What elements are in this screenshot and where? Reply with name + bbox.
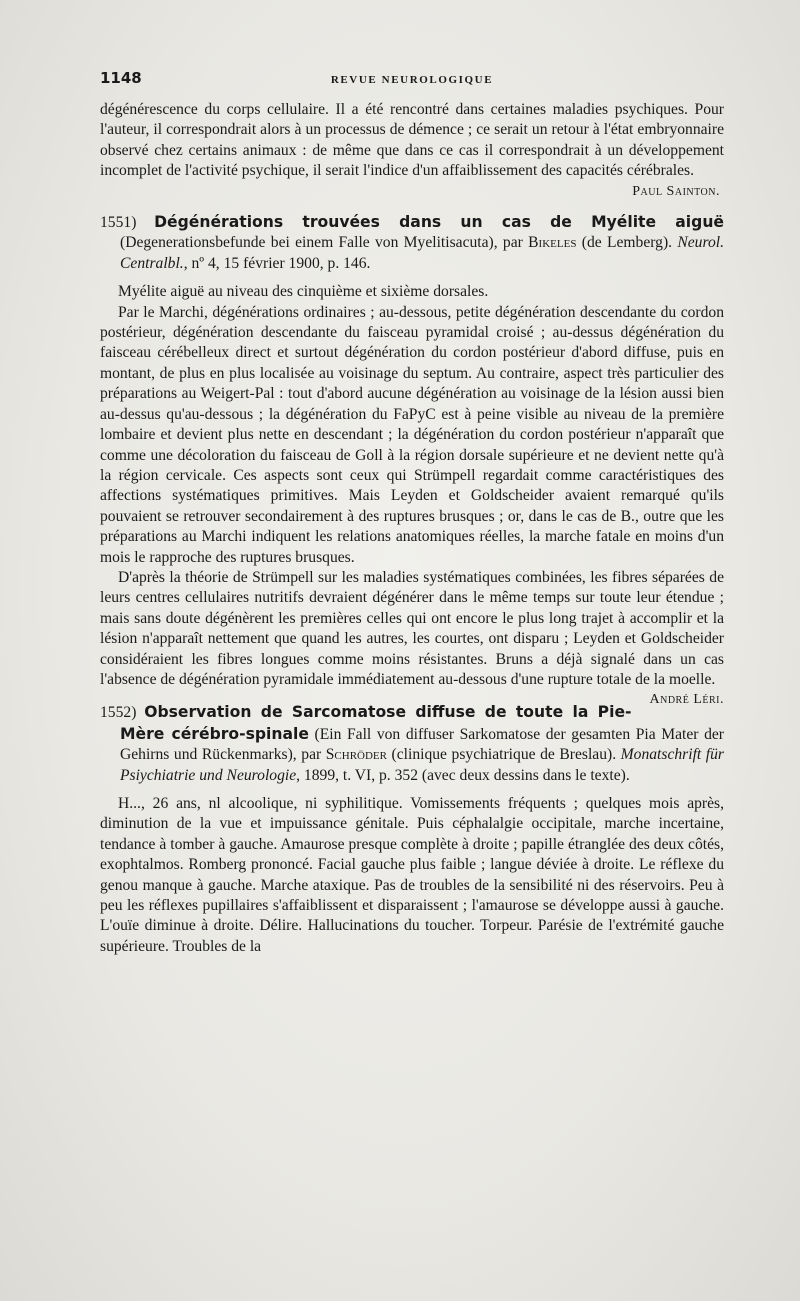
abstract-1552-author: Schröder <box>325 746 387 764</box>
intro-paragraph: dégénérescence du corps cellulaire. Il a été rencontré dans certaines maladies psychiques. Pour l'auteur, il correspondrait alors à un processus de démence ; ce serait un retour à l'état embryonnaire observé chez certains animaux : de même que dans ce cas il correspondrait à un développement incomplet de l'activité psychique, il serait l'indice d'un affaiblissement des capacités cérébrales. <box>100 101 724 180</box>
page-number: 1148 <box>100 69 142 87</box>
abstract-1552-location: (clinique psychiatrique de Breslau). <box>391 746 617 764</box>
page-header <box>100 68 724 92</box>
abstract-1552-number: 1552) <box>100 704 137 722</box>
abstract-1551 <box>100 212 724 708</box>
abstract-1551-title: Dégénérations trouvées dans un cas de Myélite aiguë <box>154 213 724 232</box>
abstract-1552-heading <box>100 702 724 786</box>
abstract-1551-paragraph-1: Myélite aiguë au niveau des cinquième et sixième dorsales. <box>118 283 489 301</box>
abstract-1552-paragraph: H..., 26 ans, nl alcoolique, ni syphilitique. Vomissements fréquents ; quelques mois après, diminution de la vue et impuissance génitale. Puis céphalalgie occipitale, marche incertaine, tendance à tomber à gauche. Amaurose presque complète à droite ; papille étranglée des deux côtés, exophtalmos. Romberg prononcé. Facial gauche plus faible ; langue déviée à droite. Le réflexe du genou manque à gauche. Marche ataxique. Pas de troubles de la sensibilité ni des réservoirs. Peu à peu les réflexes pupillaires s'affaiblissent et disparaissent ; l'amaurose se développe aussi à gauche. L'ouïe diminue à droite. Délire. Hallucinations du toucher. Torpeur. Parésie de l'extrémité gauche supérieure. Troubles de la <box>100 795 724 955</box>
abstract-1551-subtitle: (Degenerationsbefunde bei einem Falle von Myelitisacuta), par <box>120 234 523 252</box>
running-title: REVUE NEUROLOGIQUE <box>330 74 494 86</box>
abstract-1552-title: Observation de Sarcomatose diffuse de toute la Pie-Mère cérébro-spinale <box>120 703 632 743</box>
abstract-1551-author: Bikeles <box>528 234 577 252</box>
abstract-1552 <box>100 702 724 957</box>
abstract-1551-location: (de Lemberg). <box>581 234 673 252</box>
abstract-1551-journal: Neurol. Centralbl. <box>120 234 724 272</box>
abstract-1552-citation: , 1899, t. VI, p. 352 (avec deux dessins dans le texte). <box>296 766 630 784</box>
intro-signature: Paul Sainton. <box>632 183 720 199</box>
abstract-1551-heading <box>100 212 724 274</box>
abstract-1551-citation: , nº 4, 15 février 1900, p. 146. <box>183 254 371 272</box>
abstract-1552-journal: Monatschrift für Psiychiatrie und Neurologie <box>120 746 724 784</box>
abstract-1551-paragraph-3 <box>100 568 724 708</box>
abstract-1551-signature: André Léri. <box>649 692 724 708</box>
page-content <box>100 68 724 957</box>
abstract-1551-paragraph-2: Par le Marchi, dégénérations ordinaires ; au-dessous, petite dégénération descendante du cordon postérieur, dégénération descendante du faisceau pyramidal croisé ; au-dessus dégénération du faisceau cérébelleux direct et surtout dégénération du cordon postérieur d'abord diffuse, puis en montant, de plus en plus localisée au voisinage du septum. Au contraire, aspect très particulier des préparations au Weigert-Pal : tout d'abord aucune dégénération au voisinage de la lésion aussi bien au-dessus qu'au-dessous ; la dégénération du FaPyC est à peine visible au niveau de la première lombaire et devient plus nette en descendant ; la dégénération du cordon postérieur n'apparaît que comme une décoloration du faisceau de Goll à la région dorsale supérieure et ne devient nette qu'à la région cervicale. Ces aspects sont ceux qui Strümpell regardait comme caractéristiques des affections systématiques primitives. Mais Leyden et Goldscheider avaient remarqué qu'ils pouvaient se retrouver secondairement à des ruptures brusques ; or, dans le cas de B., outre que les préparations au Marchi indiquent les relations anatomiques réelles, la marche fatale en moins d'un mois le rapproche des ruptures brusques. <box>100 303 724 566</box>
abstract-1551-number: 1551) <box>100 214 137 232</box>
abstract-1551-paragraph-3-text: D'après la théorie de Strümpell sur les maladies systématiques combinées, les fibres séparées de leurs centres cellulaires nutritifs devraient dégénérer dans le même temps sur toute leur étendue ; mais sans doute dégénèrent les premières celles qui ont encore le plus long trajet à accomplir et la lésion n'apparaît nettement que quand les autres, les courtes, ont disparu ; Leyden et Goldscheider considéraient les fibres longues comme moins résistantes. Bruns a déjà signalé dans un cas l'absence de dégénération pyramidale immédiatement au-dessous d'une rupture totale de la moelle. <box>100 568 724 688</box>
abstract-1552-subtitle: (Ein Fall von diffuser Sarkomatose der gesamten Pia Mater der Gehirns und Rückenmarks), par <box>120 725 724 764</box>
